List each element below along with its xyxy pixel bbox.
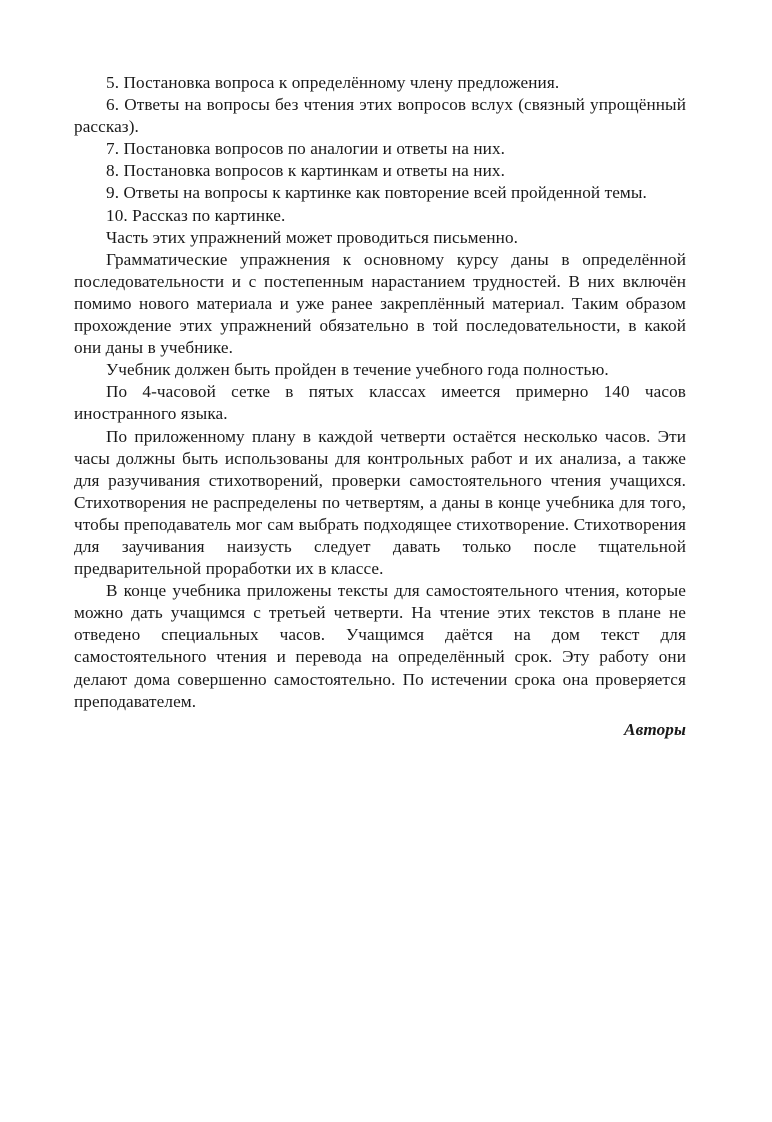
list-item: 8. Постановка вопросов к картинкам и ответы на них. <box>106 161 505 181</box>
document-page <box>74 72 686 741</box>
paragraph: По 4-часовой сетке в пятых классах имеется примерно 140 часов иностранного языка. <box>74 382 686 424</box>
list-item: 7. Постановка вопросов по аналогии и ответы на них. <box>106 139 506 159</box>
list-item: 5. Постановка вопроса к определённому члену предложения. <box>106 73 560 92</box>
paragraph: В конце учебника приложены тексты для самостоятельного чтения, которые можно дать учащимся с третьей четверти. На чтение этих текстов в плане не отведено специальных часов. Учащимся даётся на дом текст для самостоятельного чтения и перевода на определённый срок. Эту работу они делают дома совершенно самостоятельно. По истечении срока она проверяется преподавателем. <box>74 581 686 711</box>
paragraph: Грамматические упражнения к основному курсу даны в определённой последовательности и с постепенным нарастанием трудностей. В них включён помимо нового материала и уже ранее закреплённый материал. Таким образом прохождение этих упражнений обязательно в той последовательности, в какой они даны в учебнике. <box>74 249 686 358</box>
paragraph: Часть этих упражнений может проводиться письменно. <box>106 227 519 247</box>
list-item: 10. Рассказ по картинке. <box>106 205 286 225</box>
paragraph: Учебник должен быть пройден в течение учебного года полностью. <box>106 360 609 380</box>
list-item: 6. Ответы на вопросы без чтения этих вопросов вслух (связный упрощённый рассказ). <box>74 95 686 137</box>
paragraph: По приложенному плану в каждой четверти остаётся несколько часов. Эти часы должны быть использованы для контрольных работ и их анализа, а также для разучивания стихотворений, проверки самостоятельного чтения учащихся. Стихотворения не распределены по четвертям, а даны в конце учебника для того, чтобы преподаватель мог сам выбрать подходящее стихотворение. Стихотворения для заучивания наизусть следует давать только после тщательной предварительной проработки их в классе. <box>74 426 686 579</box>
authors-signature: Авторы <box>624 719 686 739</box>
list-item: 9. Ответы на вопросы к картинке как повторение всей пройденной темы. <box>106 183 647 203</box>
